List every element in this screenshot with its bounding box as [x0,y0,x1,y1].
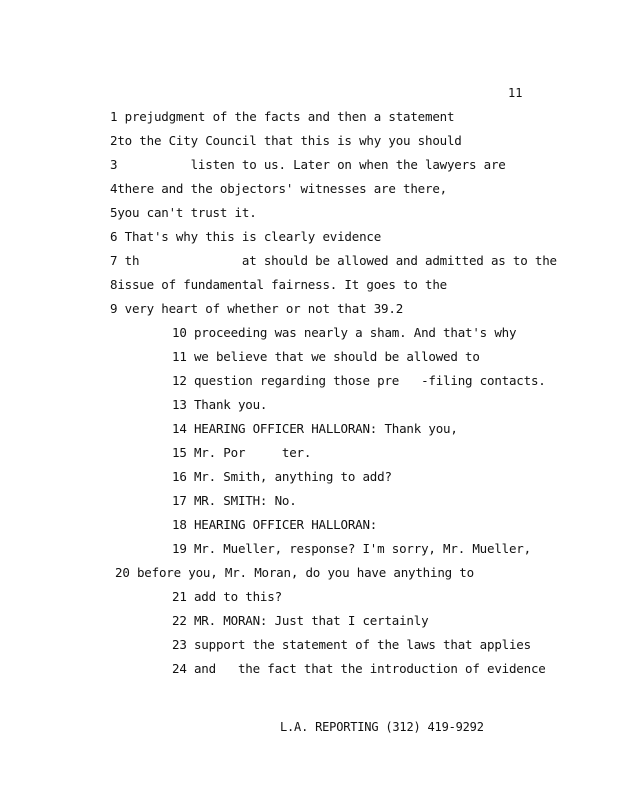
line-text: add to this? [193,589,282,604]
transcript-line [115,566,474,580]
line-number: 5 [110,205,118,220]
line-text: HEARING OFFICER HALLORAN: Thank you, [193,421,458,436]
line-text: issue of fundamental fairness. It goes to the [117,277,447,292]
line-text: before you, Mr. Moran, do you have anything to [136,565,474,580]
line-text: to the City Council that this is why you should [117,133,462,148]
line-text: you can't trust it. [117,205,257,220]
transcript-line [172,470,392,484]
transcript-line [110,110,454,124]
line-number: 16 [172,469,187,484]
line-number: 13 [172,397,187,412]
line-text: proceeding was nearly a sham. And that's why [193,325,517,340]
line-number: 21 [172,589,187,604]
line-text: Mr. Smith, anything to add? [193,469,392,484]
transcript-line [172,614,428,628]
transcript-line [110,278,447,292]
line-text: MR. MORAN: Just that I certainly [193,613,429,628]
transcript-line [110,206,257,220]
line-number: 15 [172,445,187,460]
line-number: 6 [110,229,118,244]
line-number: 8 [110,277,118,292]
line-text: prejudgment of the facts and then a statement [124,109,455,124]
transcript-line [172,446,311,460]
transcript-line [172,590,282,604]
line-number: 20 [115,565,130,580]
transcript-line [172,326,516,340]
line-number: 2 [110,133,118,148]
line-text: th at should be allowed and admitted as to the [124,253,557,268]
line-number: 11 [172,349,187,364]
line-text: That's why this is clearly evidence [124,229,382,244]
transcript-line [172,662,546,676]
line-text: support the statement of the laws that applies [193,637,531,652]
transcript-line [172,374,546,388]
line-text: listen to us. Later on when the lawyers are [124,157,506,172]
line-number: 23 [172,637,187,652]
line-text: Thank you. [193,397,268,412]
line-number: 3 [110,157,118,172]
transcript-line [110,302,403,316]
transcript-line [172,422,458,436]
line-text: question regarding those pre -filing contacts. [193,373,546,388]
line-text: we believe that we should be allowed to [193,349,480,364]
reporter-footer: L.A. REPORTING (312) 419-9292 [280,720,484,734]
transcript-line [172,350,480,364]
transcript-line [172,542,531,556]
transcript-line [172,398,267,412]
line-number: 14 [172,421,187,436]
line-number: 18 [172,517,187,532]
transcript-line [172,518,377,532]
transcript-line [172,494,297,508]
line-text: MR. SMITH: No. [193,493,297,508]
line-text: HEARING OFFICER HALLORAN: [193,517,378,532]
transcript-line [110,182,447,196]
line-number: 4 [110,181,118,196]
line-number: 22 [172,613,187,628]
line-number: 17 [172,493,187,508]
line-text: very heart of whether or not that 39.2 [124,301,404,316]
line-number: 1 [110,109,118,124]
line-number: 19 [172,541,187,556]
line-number: 9 [110,301,118,316]
transcript-line [172,638,531,652]
transcript-line [110,134,462,148]
transcript-line [110,254,557,268]
transcript-line [110,158,506,172]
line-text: Mr. Mueller, response? I'm sorry, Mr. Mueller, [193,541,531,556]
line-text: Mr. Por ter. [193,445,312,460]
page-number: 11 [508,86,523,100]
line-number: 7 [110,253,118,268]
line-text: there and the objectors' witnesses are there, [117,181,447,196]
line-number: 12 [172,373,187,388]
transcript-line [110,230,381,244]
line-number: 24 [172,661,187,676]
line-number: 10 [172,325,187,340]
line-text: and the fact that the introduction of evidence [193,661,546,676]
